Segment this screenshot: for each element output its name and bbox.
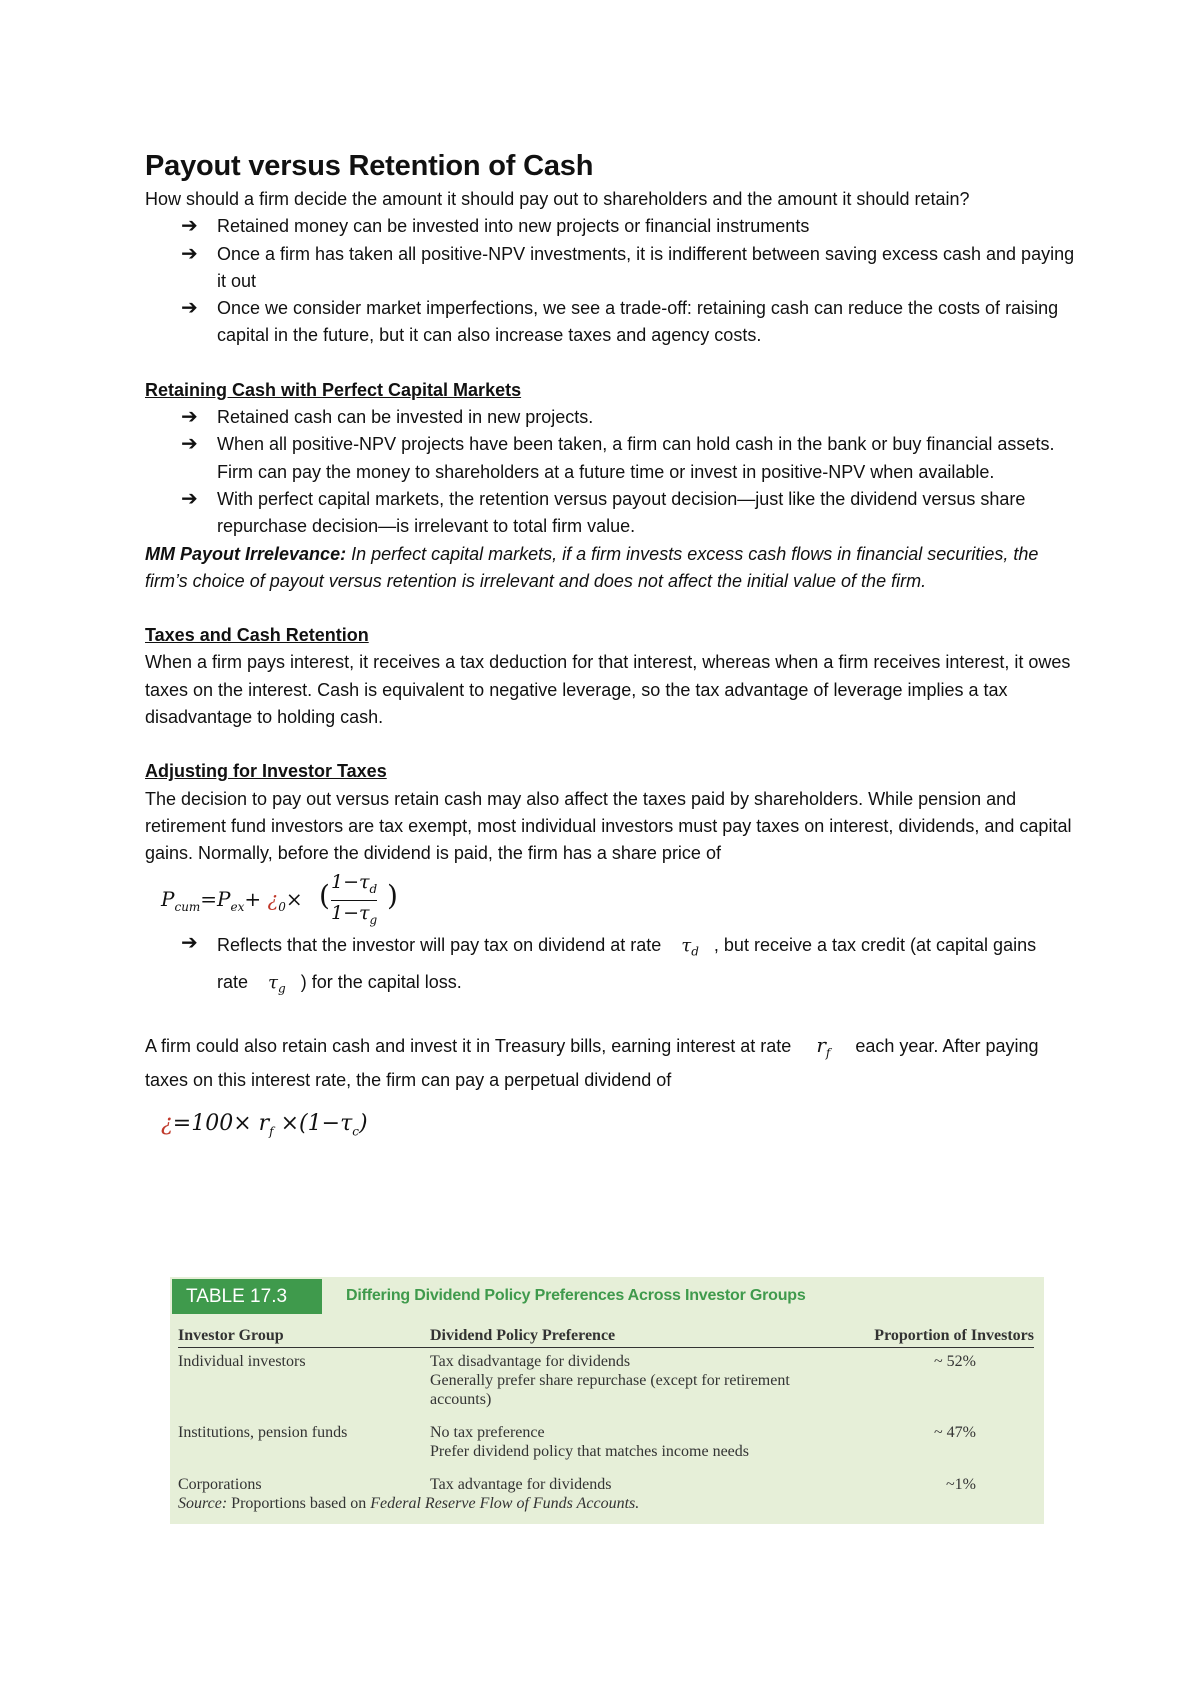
list-item: ➔ Retained money can be invested into new projects or financial instruments (217, 213, 1075, 240)
intro-paragraph: How should a firm decide the amount it should pay out to shareholders and the amount it should retain? (145, 189, 970, 209)
list-item: ➔ Once we consider market imperfections, we see a trade-off: retaining cash can reduce the costs of raising capital in the future, but it can also increase taxes and agency costs. (181, 297, 1059, 346)
investor-taxes-paragraph: The decision to pay out versus retain cash may also affect the taxes paid by shareholders. While pension and retirement fund investors are tax exempt, most individual investors must pay taxes on interest, dividends, and capital gains. Normally, before the dividend is paid, the firm has a share price of (145, 788, 1072, 864)
list-item: ➔ Retained cash can be invested in new projects. (217, 404, 1075, 431)
section-heading-investor-taxes: Adjusting for Investor Taxes (145, 761, 387, 782)
page-title: Payout versus Retention of Cash (145, 150, 594, 182)
perfect-markets-bullet-list (145, 404, 1075, 540)
list-item: ➔ Once a firm has taken all positive-NPV investments, it is indifferent between saving excess cash and paying it out (181, 242, 1075, 291)
section-heading-taxes: Taxes and Cash Retention (145, 625, 369, 646)
treasury-bills-paragraph: A firm could also retain cash and invest it in Treasury bills, earning interest at rate $r_f$ each year. After paying taxes on this interest rate, the firm can pay a perpetual dividend of (145, 1032, 1039, 1091)
list-item: ➔ Reflects that the investor will pay tax on dividend at rate $\tau_d$ , but receive a tax credit (at capital gains rate $\tau_g$ ) for the capital loss. (181, 931, 1037, 996)
document-page (145, 148, 1075, 1150)
table-source-note: Source: Proportions based on Federal Reserve Flow of Funds Accounts. (178, 1495, 640, 1512)
table-title: Differing Dividend Policy Preferences Across Investor Groups (346, 1287, 806, 1304)
arrow-bullet-icon: ➔ (181, 242, 198, 265)
list-item: ➔ When all positive-NPV projects have been taken, a firm can hold cash in the bank or buy financial assets. Firm can pay the money to shareholders at a future time or invest in positive-NPV when available. (181, 433, 1055, 482)
arrow-bullet-icon: ➔ (181, 297, 198, 320)
dividend-preferences-table (170, 1277, 1044, 1524)
cum-dividend-price-formula: $P_{cum}=P_{ex}+$ ¿$_0\times$ ( $\frac{1-\tau_d}{1-\tau_g}$ ) (161, 868, 1075, 930)
list-item: ➔ With perfect capital markets, the retention versus payout decision—just like the dividend versus share repurchase decision—is irrelevant to total firm value. (181, 487, 1026, 537)
mm-payout-irrelevance: MM Payout Irrelevance: In perfect capital markets, if a firm invests excess cash flows in financial securities, the firm’s choice of payout versus retention is irrelevant and does not affect the initial value of the firm. (145, 543, 1039, 591)
table-row: Institutions, pension funds No tax preference Prefer dividend policy that matches income needs ~ 47% (178, 1424, 976, 1460)
perpetual-dividend-formula: ¿$=100\times r_f \times(1-\tau_c)$ (161, 1111, 368, 1139)
formula-explanation-list (145, 930, 1075, 1005)
arrow-bullet-icon: ➔ (181, 931, 198, 954)
mm-label: MM Payout Irrelevance: (145, 543, 347, 564)
table-header-row: Investor Group Dividend Policy Preference Proportion of Investors (178, 1325, 1034, 1348)
table-number-badge: TABLE 17.3 (172, 1279, 322, 1314)
tax-ratio-fraction: $\frac{1-\tau_d}{1-\tau_g}$ (331, 870, 377, 933)
arrow-bullet-icon: ➔ (181, 215, 198, 238)
investor-table (178, 1325, 1034, 1504)
table-row: Corporations Tax advantage for dividends ~1% (178, 1476, 976, 1493)
intro-bullet-list (145, 213, 1075, 349)
arrow-bullet-icon: ➔ (181, 406, 198, 429)
arrow-bullet-icon: ➔ (181, 487, 198, 510)
taxes-paragraph: When a firm pays interest, it receives a tax deduction for that interest, whereas when a firm receives interest, it owes taxes on the interest. Cash is equivalent to negative leverage, so the tax advantage of leverage implies a tax disadvantage to holding cash. (145, 652, 1071, 728)
table-row: Individual investors Tax disadvantage for dividends Generally prefer share repurchase (except for retirement accounts) ~ 52% (178, 1353, 976, 1408)
section-heading-perfect-markets: Retaining Cash with Perfect Capital Markets (145, 379, 522, 400)
arrow-bullet-icon: ➔ (181, 433, 198, 456)
